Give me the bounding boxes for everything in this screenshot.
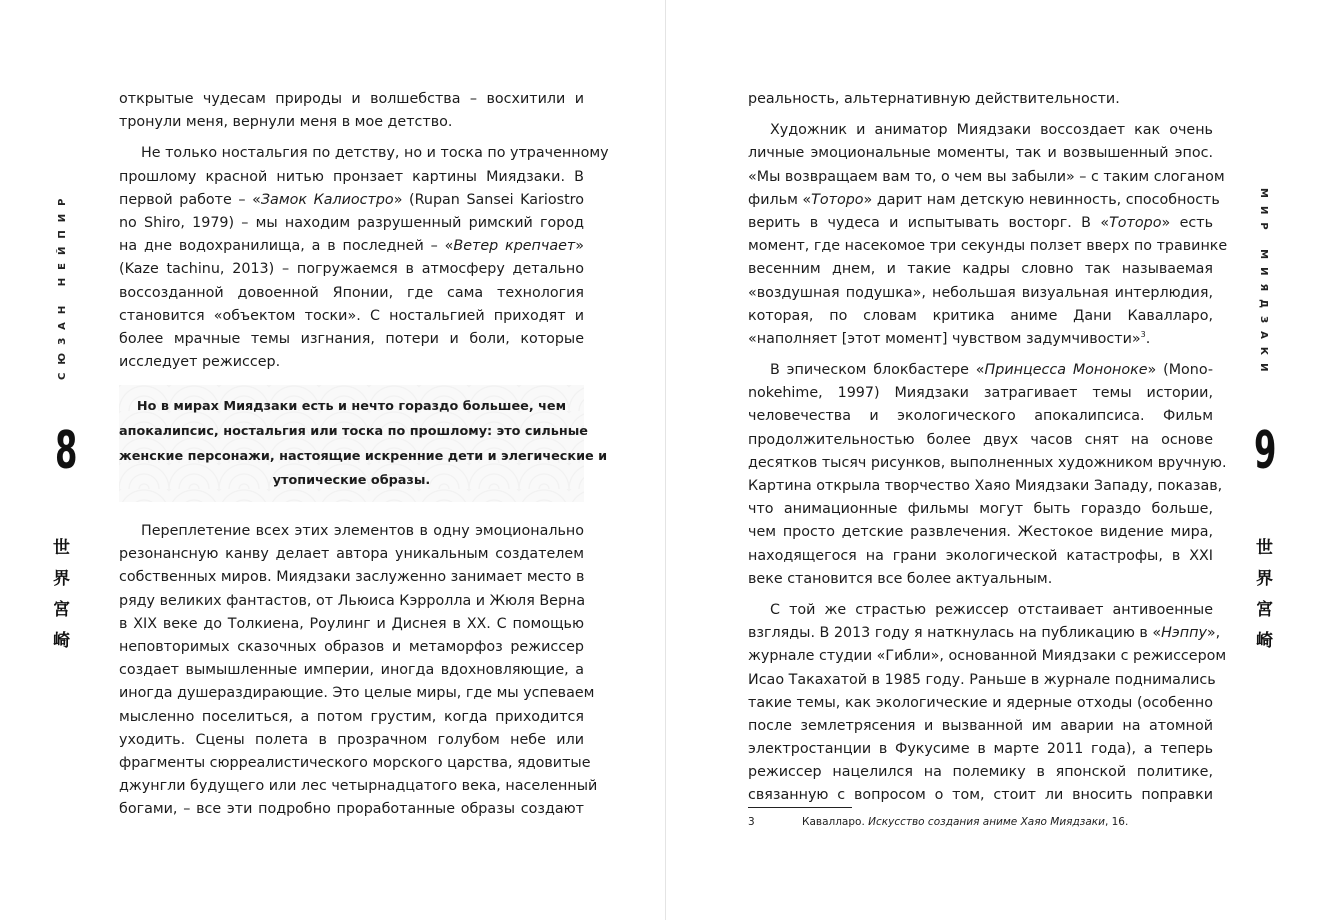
text-line: ряду великих фантастов, от Льюиса Кэрролла и Жюля Верна (119, 592, 586, 609)
text-line: взгляды. В 2013 году я наткнулась на публикацию в «Нэппу», (748, 625, 1221, 642)
text-line: Исао Такахатой в 1985 году. Раньше в журнале поднимались (748, 671, 1216, 688)
text-line: что анимационные фильмы могут быть гораздо больше, (748, 501, 1213, 518)
book-title: Искусство создания аниме Хаяо Миядзаки (868, 816, 1105, 828)
text-line: неповторимых сказочных образов и метаморфоз режиссер (119, 638, 584, 655)
film-title: Тоторо (811, 191, 864, 208)
magazine-title: Нэппу (1161, 625, 1207, 642)
text-line: Переплетение всех этих элементов в одну эмоционально (141, 523, 584, 539)
pull-quote (119, 385, 608, 502)
quote-line: женские персонажи, настоящие искренние дети и элегические и (119, 448, 608, 464)
kanji-char: 崎 (1256, 631, 1273, 651)
kanji-char: 宮 (53, 600, 70, 620)
footnote-reference[interactable]: 3 (1140, 330, 1146, 340)
footnote-separator (748, 807, 852, 808)
film-title: Тоторо (1109, 214, 1162, 231)
text-line: более мрачные темы изгнания, потери и боли, которые (119, 330, 584, 347)
text-line: верить в чудеса и испытывать восторг. В «Тоторо» есть (748, 214, 1213, 231)
film-title: Принцесса Мононоке (984, 362, 1148, 379)
text-line: «воздушная подушка», небольшая визуальная интерлюдия, (748, 284, 1213, 301)
page-number-left: 8 (55, 421, 78, 481)
text-line: nokehime, 1997) Миядзаки затрагивает темы истории, (748, 385, 1213, 402)
film-title: Замок Калиостро (260, 191, 394, 208)
text-line: Художник и аниматор Миядзаки воссоздает как очень (770, 122, 1213, 139)
text-line: открытые чудесам природы и волшебства – восхитили и (119, 91, 584, 107)
text-line: тронули меня, вернули меня в мое детство. (119, 114, 453, 131)
text-line: фрагменты сюрреалистического морского царства, ядовитые (119, 754, 591, 771)
text-line: «наполняет [этот момент] чувством задумчивости»$^3$. (748, 330, 1151, 347)
kanji-char: 世 (53, 538, 70, 558)
footnote: 3 Кавалларо. Искусство создания аниме Хаяо Миядзаки, 16. (748, 816, 1129, 828)
text-line: продолжительностью более двух часов снят на основе (748, 431, 1213, 448)
text-line: связанную с вопросом о том, стоит ли вносить поправки (748, 787, 1213, 804)
text-line: десятков тысяч рисунков, выполненных художником вручную. (748, 454, 1227, 471)
running-head-author: СЮЗАН НЕЙПИР (57, 190, 68, 380)
text-line: журнале студии «Гибли», основанной Миядзаки с режиссером (748, 648, 1227, 665)
running-head-title: МИР МИЯДЗАКИ (1258, 188, 1269, 380)
text-line: момент, где насекомое три секунды ползет вверх по травинке (748, 238, 1228, 255)
text-line: электростанции в Фукусиме в марте 2011 года), а теперь (748, 741, 1213, 758)
text-line: человечества и экологического апокалипсиса. Фильм (748, 408, 1213, 425)
quote-line: Но в мирах Миядзаки есть и нечто гораздо большее, чем (136, 399, 567, 414)
kanji-char: 世 (1256, 538, 1273, 558)
kanji-column-left (53, 533, 70, 657)
text-line: режиссер нацелился на полемику в японской политике, (748, 764, 1213, 781)
text-line: в XIX веке до Толкиена, Роулинг и Диснея в XX. С помощью (119, 615, 584, 632)
page-number-right: 9 (1254, 421, 1277, 481)
quote-line: апокалипсис, ностальгия или тоска по прошлому: это сильные (119, 423, 588, 439)
text-line: Картина открыла творчество Хаяо Миядзаки Западу, показав, (748, 478, 1223, 494)
text-line: становится «объектом тоски». С ностальгией приходят и (119, 307, 584, 324)
paragraph (748, 119, 1228, 351)
paragraph (119, 88, 584, 134)
paragraph (748, 359, 1227, 591)
text-line: no Shiro, 1979) – мы находим разрушенный римский город (119, 214, 584, 231)
quote-line: утопические образы. (272, 473, 431, 489)
paragraph (748, 599, 1227, 808)
paragraph (748, 88, 1213, 111)
right-text (748, 88, 1228, 808)
footnote-number: 3 (748, 816, 755, 828)
text-line: создает вымышленные империи, иногда вдохновляющие, а (119, 662, 584, 679)
text-line: такие темы, как экологические и ядерные отходы (особенно (748, 694, 1213, 711)
text-line: Не только ностальгия по детству, но и тоска по утраченному (141, 145, 609, 162)
film-title: Ветер крепчает (453, 238, 576, 255)
text-line: воссозданной довоенной Японии, где сама технология (119, 284, 584, 301)
text-line: джунгли будущего или лес четырнадцатого века, населенный (119, 778, 598, 795)
text-line: реальность, альтернативную действительности. (748, 91, 1120, 107)
text-line: находящегося на грани экологической катастрофы, в XXI (748, 547, 1213, 564)
text-line: исследует режиссер. (119, 354, 281, 371)
text-line: веке становится все более актуальным. (748, 570, 1053, 587)
kanji-char: 界 (53, 569, 70, 589)
text-line: первой работе – «Замок Калиостро» (Rupan Sansei Kariostro (119, 191, 584, 208)
text-line: мысленно поселиться, а потом грустим, когда приходится (119, 708, 584, 725)
kanji-char: 崎 (53, 631, 70, 651)
left-text-bottom (119, 520, 598, 821)
text-line: чем просто детские развлечения. Жестокое видение мира, (748, 524, 1213, 541)
paragraph (119, 520, 598, 821)
kanji-char: 宮 (1256, 600, 1273, 620)
text-line: которая, по словам критика аниме Дани Кавалларо, (748, 307, 1213, 324)
text-line: прошлому красной нитью пронзает картины Миядзаки. В (119, 168, 584, 185)
text-line: С той же страстью режиссер отстаивает антивоенные (770, 601, 1213, 618)
text-line: собственных миров. Миядзаки заслуженно занимает место в (119, 569, 585, 586)
left-text-top (119, 88, 609, 374)
text-line: после землетрясения и вызванной им аварии на атомной (748, 717, 1213, 734)
kanji-column-right (1256, 533, 1273, 657)
text-line: весенним днем, и такие кадры словно так называемая (748, 261, 1213, 278)
text-line: иногда душераздирающие. Это целые миры, где мы успеваем (119, 685, 595, 702)
text-line: (Kaze tachinu, 2013) – погружаемся в атмосферу детально (119, 261, 584, 278)
text-line: уходить. Сцены полета в прозрачном голубом небе или (119, 731, 584, 748)
text-line: В эпическом блокбастере «Принцесса Мононоке» (Mono- (770, 362, 1214, 379)
text-line: фильм «Тоторо» дарит нам детскую невинность, способность (748, 191, 1220, 208)
text-line: на дне водохранилища, а в последней – «Ветер крепчает» (119, 238, 584, 255)
text-line: богами, – все эти подробно проработанные образы создают (119, 801, 584, 818)
text-line: личные эмоциональные моменты, так и возвышенный эпос. (748, 145, 1213, 162)
paragraph (119, 142, 609, 374)
kanji-char: 界 (1256, 569, 1273, 589)
text-line: «Мы возвращаем вам то, о чем вы забыли» – с таким слоганом (748, 168, 1225, 185)
text-line: резонансную канву делает автора уникальным создателем (119, 546, 584, 563)
